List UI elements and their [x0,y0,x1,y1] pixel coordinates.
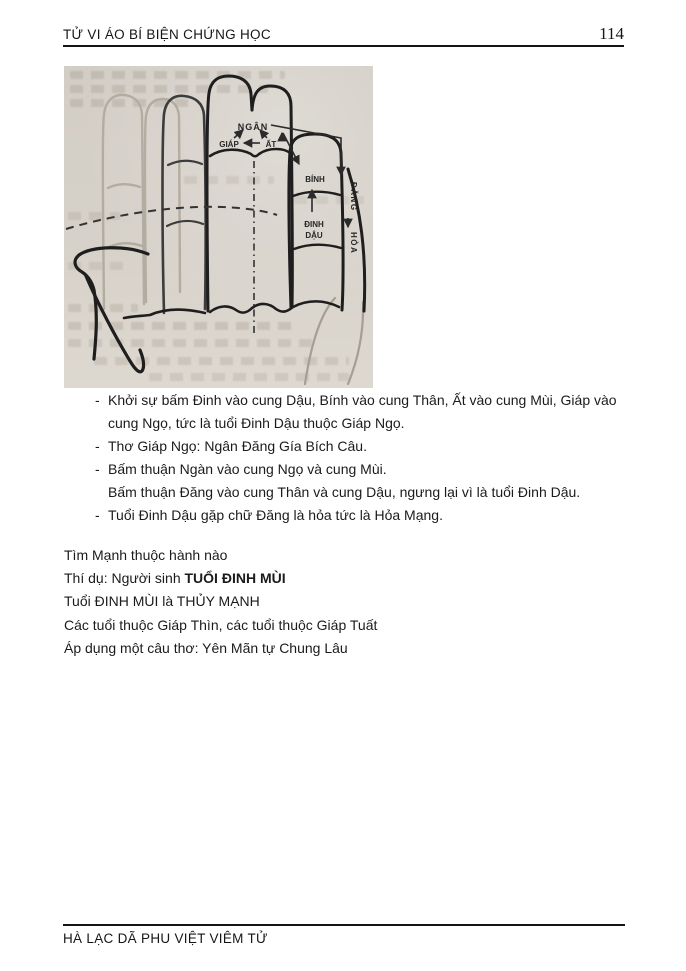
label-ngan: NGÂN [237,122,269,132]
bullet-dash: - [95,507,100,523]
list-item [95,504,636,527]
hand-sketch [64,66,373,388]
index-finger [163,96,206,313]
list-item [95,389,636,435]
bullet-dash: - [95,392,100,408]
bullet-text: Tuổi Đinh Dậu gặp chữ Đăng là hỏa tức là Hỏa Mạng. [108,507,443,523]
bullet-text: Khởi sự bấm Đinh vào cung Dậu, Bính vào cung Thân, Ất vào cung Mùi, Giáp vào cung Ngọ, tức là tuổi Đinh Dậu thuộc Giáp Ngọ. [108,392,617,431]
upper-crease-line [210,149,290,156]
page-footer [63,924,625,946]
bullet-dash: - [95,438,100,454]
book-title: TỬ VI ÁO BÍ BIỆN CHỨNG HỌC [63,27,271,42]
bullet-text: Bấm thuận Ngàn vào cung Ngọ và cung Mùi. [108,461,387,477]
label-at: ẤT [265,140,277,149]
ghost-fingers [103,95,180,309]
pinky-crease [294,245,341,249]
paragraph-block [64,544,624,660]
bullet-dash [95,481,108,504]
paragraph-line: Áp dụng một câu thơ: Yên Mãn tự Chung Lâu [64,639,348,656]
label-hoa: HỎA [349,232,358,255]
page-header [63,23,624,47]
dashed-palm-arc [66,207,277,229]
paragraph-line [64,567,624,590]
thumb-outer [75,248,148,359]
paragraph-line: Các tuổi thuộc Giáp Thìn, các tuổi thuộc Giáp Tuất [64,616,378,633]
label-binh: BÍNH [305,175,325,184]
list-item [95,481,636,504]
bullet-dash: - [95,461,100,477]
bullet-text: Bấm thuận Đăng vào cung Thân và cung Dậu, ngưng lại vì là tuổi Đinh Dậu. [108,484,581,500]
bullet-text: Thơ Giáp Ngọ: Ngân Đăng Gía Bích Câu. [108,438,367,454]
author-name: HÀ LẠC DÃ PHU VIỆT VIÊM TỬ [63,931,268,946]
label-giap: GIÁP [219,140,239,149]
paragraph-line: Tìm Mạnh thuộc hành nào [64,547,228,563]
pinky-crease [293,192,340,196]
light-wrist-strokes [305,298,363,384]
bullet-list [95,389,636,527]
label-dang: ĐĂNG [349,182,358,212]
middle-finger [207,76,252,311]
knuckle-line [210,301,339,312]
label-dau: DẬU [305,231,323,240]
list-item [95,435,636,458]
label-dinh: ĐINH [304,220,324,229]
palm-diagram-figure [64,66,373,388]
paragraph-line: Tuổi ĐINH MÙI là THỦY MẠNH [64,593,260,610]
ring-finger [252,86,292,306]
list-item [95,458,636,481]
page-number: 114 [599,24,624,43]
example-age-bold: TUỔI ĐINH MÙI [184,570,286,587]
example-prefix: Thí dụ: Người sinh [64,570,185,587]
